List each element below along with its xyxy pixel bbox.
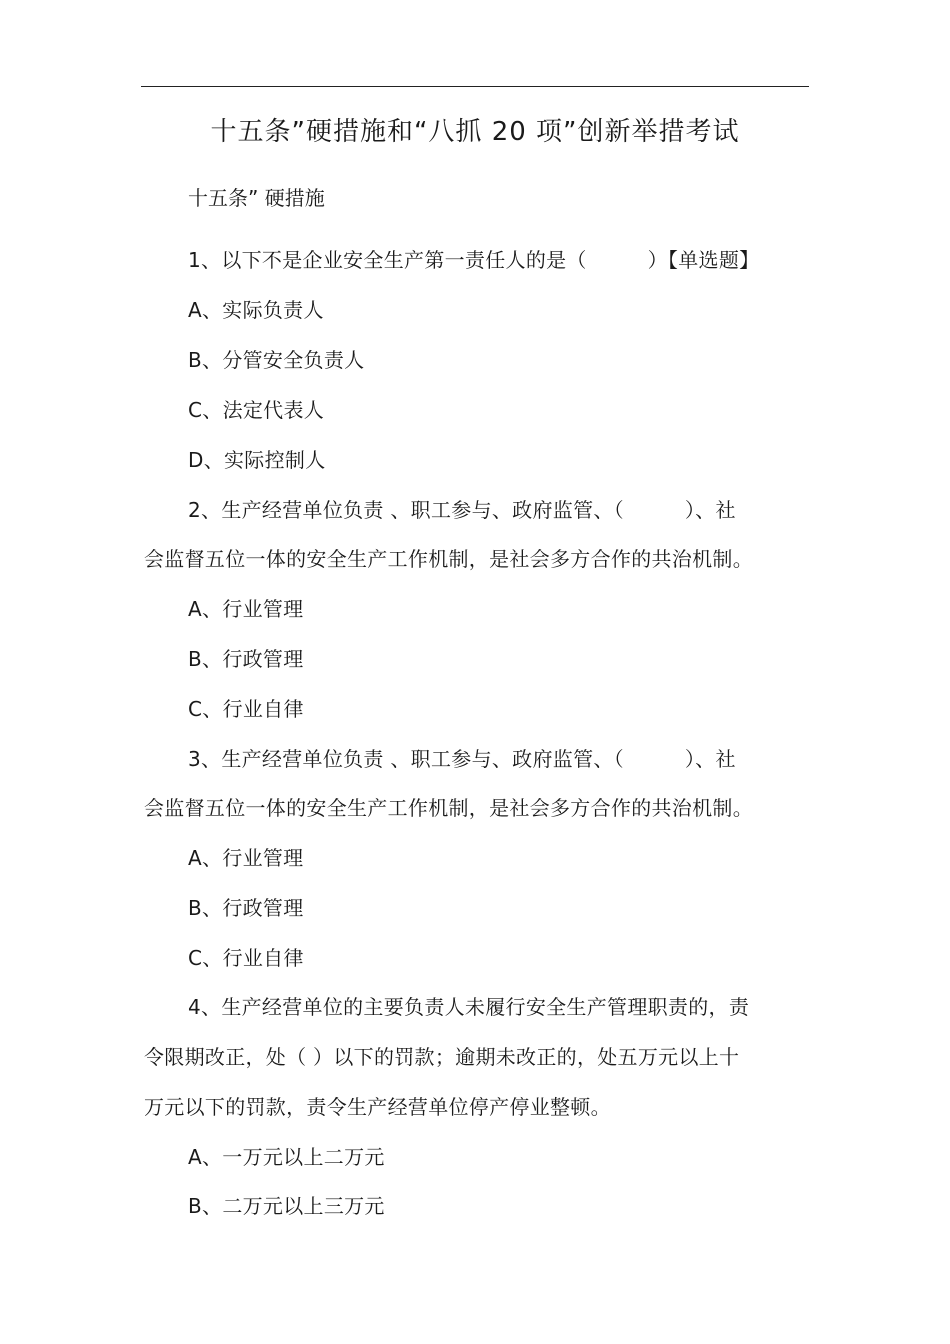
question-4-option-b: B、二万元以上三万元 [188, 1194, 385, 1218]
question-1-option-b: B、分管安全负责人 [188, 348, 365, 372]
question-3-stem-line-2: 会监督五位一体的安全生产工作机制，是社会多方合作的共治机制。 [144, 796, 753, 820]
question-3-option-a: A、行业管理 [188, 846, 304, 870]
question-2-stem-line-2: 会监督五位一体的安全生产工作机制，是社会多方合作的共治机制。 [144, 547, 753, 571]
question-1-stem-line-1: 1、以下不是企业安全生产第一责任人的是（ ）【单选题】 [188, 248, 760, 272]
question-2-option-c: C、行业自律 [188, 697, 304, 721]
question-1-option-c: C、法定代表人 [188, 398, 325, 422]
question-4-stem-line-1: 4、生产经营单位的主要负责人未履行安全生产管理职责的，责 [188, 995, 750, 1019]
question-4-option-a: A、一万元以上二万元 [188, 1145, 385, 1169]
question-4-stem-line-3: 万元以下的罚款，责令生产经营单位停产停业整顿。 [144, 1095, 611, 1119]
header-rule [141, 86, 809, 87]
question-3-option-b: B、行政管理 [188, 896, 304, 920]
question-3-option-c: C、行业自律 [188, 946, 304, 970]
question-2-stem-line-1: 2、生产经营单位负责 、职工参与、政府监管、（ ）、社 [188, 498, 736, 522]
question-2-option-b: B、行政管理 [188, 647, 304, 671]
question-1-option-d: D、实际控制人 [188, 448, 326, 472]
question-1-option-a: A、实际负责人 [188, 298, 324, 322]
question-3-stem-line-1: 3、生产经营单位负责 、职工参与、政府监管、（ ）、社 [188, 747, 736, 771]
section-heading: 十五条” 硬措施 [188, 186, 325, 210]
document-title: 十五条”硬措施和“八抓 20 项”创新举措考试 [210, 117, 740, 147]
question-4-stem-line-2: 令限期改正，处（ ）以下的罚款；逾期未改正的，处五万元以上十 [144, 1045, 740, 1069]
question-2-option-a: A、行业管理 [188, 597, 304, 621]
